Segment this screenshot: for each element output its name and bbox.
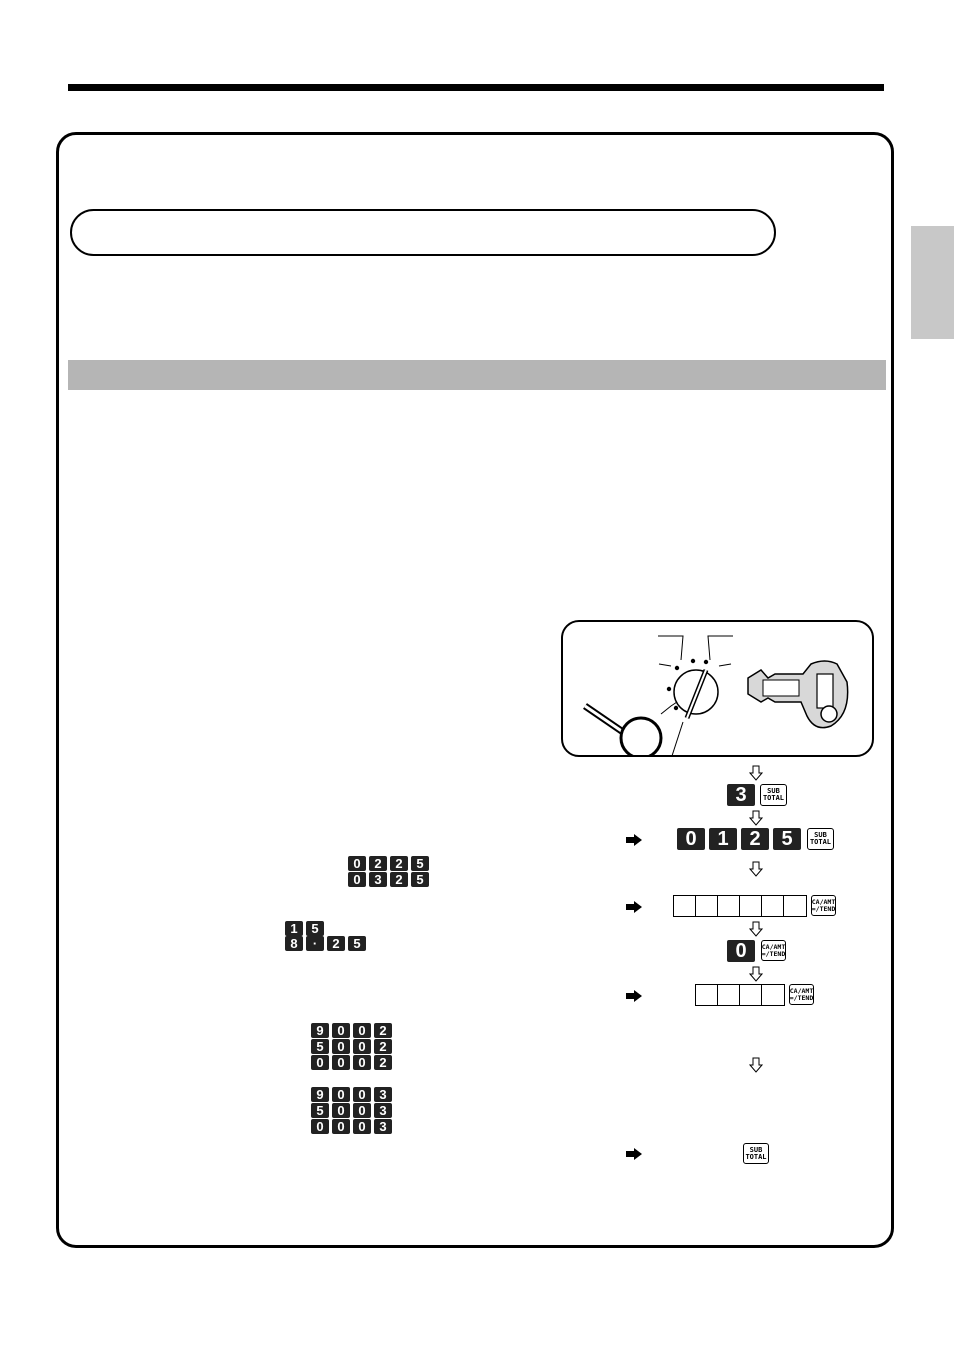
key: 5	[411, 872, 429, 887]
down-arrow-icon	[749, 765, 763, 781]
ca-amt-tend-key	[789, 984, 814, 1005]
key: 8	[285, 936, 303, 951]
key: 2	[327, 936, 345, 951]
down-arrow-icon	[749, 1057, 763, 1073]
key: 9	[311, 1087, 329, 1102]
key: 3	[374, 1103, 392, 1118]
side-tab	[911, 226, 954, 339]
key: 1	[285, 921, 303, 936]
right-arrow-icon	[626, 1148, 642, 1160]
subtotal-key	[807, 828, 834, 850]
ca-amt-tend-key	[761, 940, 786, 961]
right-arrow-icon	[626, 990, 642, 1002]
key: 5	[348, 936, 366, 951]
key: ·	[306, 936, 324, 951]
key: 0	[353, 1087, 371, 1102]
key: 3	[369, 872, 387, 887]
subtotal-key	[760, 784, 787, 806]
down-arrow-icon	[749, 921, 763, 937]
key: 0	[353, 1039, 371, 1054]
down-arrow-icon	[749, 861, 763, 877]
amount-entry-boxes	[673, 895, 807, 917]
mode-switch-icon	[563, 622, 874, 757]
key: 3	[727, 784, 755, 806]
key: 1	[709, 828, 737, 850]
key: 0	[348, 856, 366, 871]
key: 0	[348, 872, 366, 887]
key: 2	[390, 856, 408, 871]
key: 0	[332, 1103, 350, 1118]
ca-amt-key-label-top: CA/AMT	[761, 943, 786, 951]
key: 5	[311, 1039, 329, 1054]
section-band	[68, 360, 886, 390]
ca-amt-key-label-top: CA/AMT	[789, 987, 814, 995]
ca-amt-key-label-bottom: =/TEND	[761, 949, 786, 958]
key: 0	[311, 1119, 329, 1134]
amount-entry-boxes	[695, 984, 785, 1006]
key: 0	[353, 1103, 371, 1118]
key: 3	[374, 1119, 392, 1134]
key: 5	[306, 921, 324, 936]
subtotal-key-label-bottom: TOTAL	[809, 838, 832, 846]
key: 0	[677, 828, 705, 850]
ca-amt-tend-key	[811, 895, 836, 916]
key: 0	[727, 940, 755, 962]
right-arrow-icon	[626, 834, 642, 846]
key: 2	[374, 1023, 392, 1038]
subtotal-key-label-top: SUB	[767, 787, 780, 795]
key: 5	[411, 856, 429, 871]
key: 5	[773, 828, 801, 850]
right-arrow-icon	[626, 901, 642, 913]
ca-amt-key-label-top: CA/AMT	[811, 898, 836, 906]
key: 0	[353, 1055, 371, 1070]
key: 0	[353, 1119, 371, 1134]
subtotal-key	[743, 1143, 769, 1164]
key: 3	[374, 1087, 392, 1102]
subtotal-key-label-bottom: TOTAL	[745, 1152, 767, 1161]
key: 2	[741, 828, 769, 850]
key: 2	[374, 1055, 392, 1070]
key: 0	[332, 1055, 350, 1070]
key: 2	[390, 872, 408, 887]
key: 0	[332, 1023, 350, 1038]
top-rule	[68, 84, 884, 91]
key: 0	[332, 1087, 350, 1102]
heading-pill	[70, 209, 776, 256]
ca-amt-key-label-bottom: =/TEND	[811, 904, 836, 913]
subtotal-key-label-top: SUB	[814, 831, 827, 839]
down-arrow-icon	[749, 810, 763, 826]
key: 0	[332, 1039, 350, 1054]
key: 0	[353, 1023, 371, 1038]
mode-switch-illustration	[561, 620, 874, 757]
subtotal-key-label-top: SUB	[749, 1145, 763, 1154]
key: 2	[374, 1039, 392, 1054]
key: 5	[311, 1103, 329, 1118]
ca-amt-key-label-bottom: =/TEND	[789, 993, 814, 1002]
subtotal-key-label-bottom: TOTAL	[762, 794, 785, 802]
down-arrow-icon	[749, 966, 763, 982]
key: 0	[332, 1119, 350, 1134]
key: 9	[311, 1023, 329, 1038]
key: 0	[311, 1055, 329, 1070]
key: 2	[369, 856, 387, 871]
